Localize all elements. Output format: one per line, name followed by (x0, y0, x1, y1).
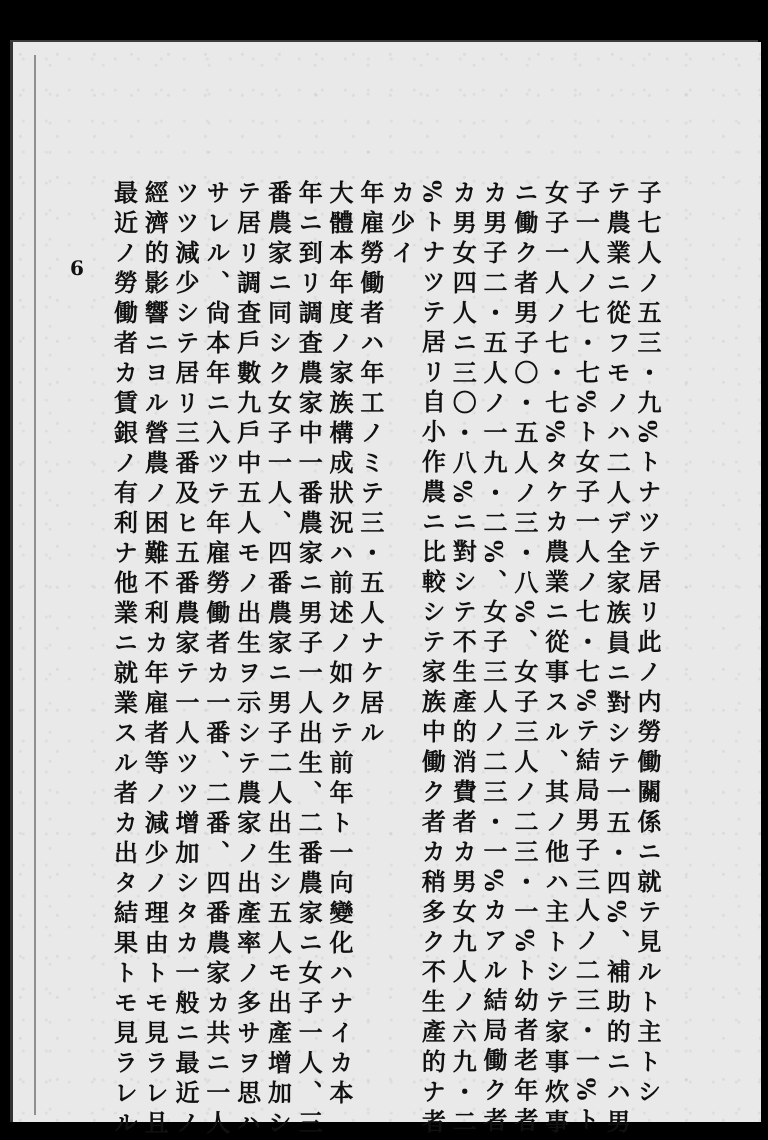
binding-edge (34, 55, 36, 1115)
text-column: 年ニ到リ調査農家中一番農家ニ男子一人出生、二番農家ニ女子一人、三 (294, 180, 324, 1140)
text-column: 大體本年度ノ家族構成狀況ハ前述ノ如クテ前年ト一向變化ハナイカ本 (325, 180, 355, 1110)
text-column: 子七人ノ五三・九%トナツテ居リ此ノ内勞働關係ニ就テ見ルト主トシ (633, 180, 662, 1109)
text-column: テ農業ニ從フモノハ二人デ全家族員ニ對シテ一五・四%、補助的ニハ男 (602, 180, 632, 1139)
text-column: サレル、尙本年ニ入ツテ年雇勞働者カ一番、二番、四番農家カ共ニ一人 (201, 180, 231, 1140)
text-column: %トナツテ居リ自小作農ニ比較シテ家族中働ク者カ稍多ク不生產的ナ者 (417, 180, 447, 1139)
text-column: カ男子二・五人ノ一九・二%、女子三人ノ二三・一%カアル結局働ク者 (479, 180, 509, 1138)
page-number: 6 (70, 256, 84, 280)
text-column: 年雇勞働者ハ年工ノミテ三・五人ナケ居ル (355, 180, 385, 750)
text-column: カ男女四人ニ三〇・八%ニ對シテ不生產的消費者カ男女九人ノ六九・二 (448, 180, 478, 1139)
text-column: 經濟的影響ニヨル營農ノ困難不利カ年雇者等ノ減少ノ理由トモ見ラレ且 (140, 180, 170, 1140)
text-column: 最近ノ勞働者カ賃銀ノ有利ナ他業ニ就業スル者カ出タ結果トモ見ラレル (109, 180, 139, 1140)
body-text (92, 180, 662, 1140)
text-column: 女子一人ノ七・七%タケカ農業ニ從事スル、其ノ他ハ主トシテ家事炊事 (540, 180, 570, 1139)
text-column: テ居リ調査戶數九戶中五人モノ出生ヲ示シテ農家ノ出產率ノ多サヲ思ハ (232, 180, 262, 1140)
text-column: ニ働ク者男子〇・五人ノ三・八%、女子三人ノ二三・一%ト幼者老年者 (509, 180, 539, 1138)
text-column: 子一人ノ七・七%ト女子一人ノ七・七%テ結局男子三人ノ二三・一%ト (571, 180, 601, 1137)
text-column: 番農家ニ同シク女子一人、四番農家ニ男子二人出生シ五人モ出產增加シ (263, 180, 293, 1140)
text-column: ツツ減少シテ居リ三番及ヒ五番農家テ一人ツツ增加シタカ一般ニ最近ノ (171, 180, 201, 1140)
text-column: カ少イ (386, 180, 416, 270)
